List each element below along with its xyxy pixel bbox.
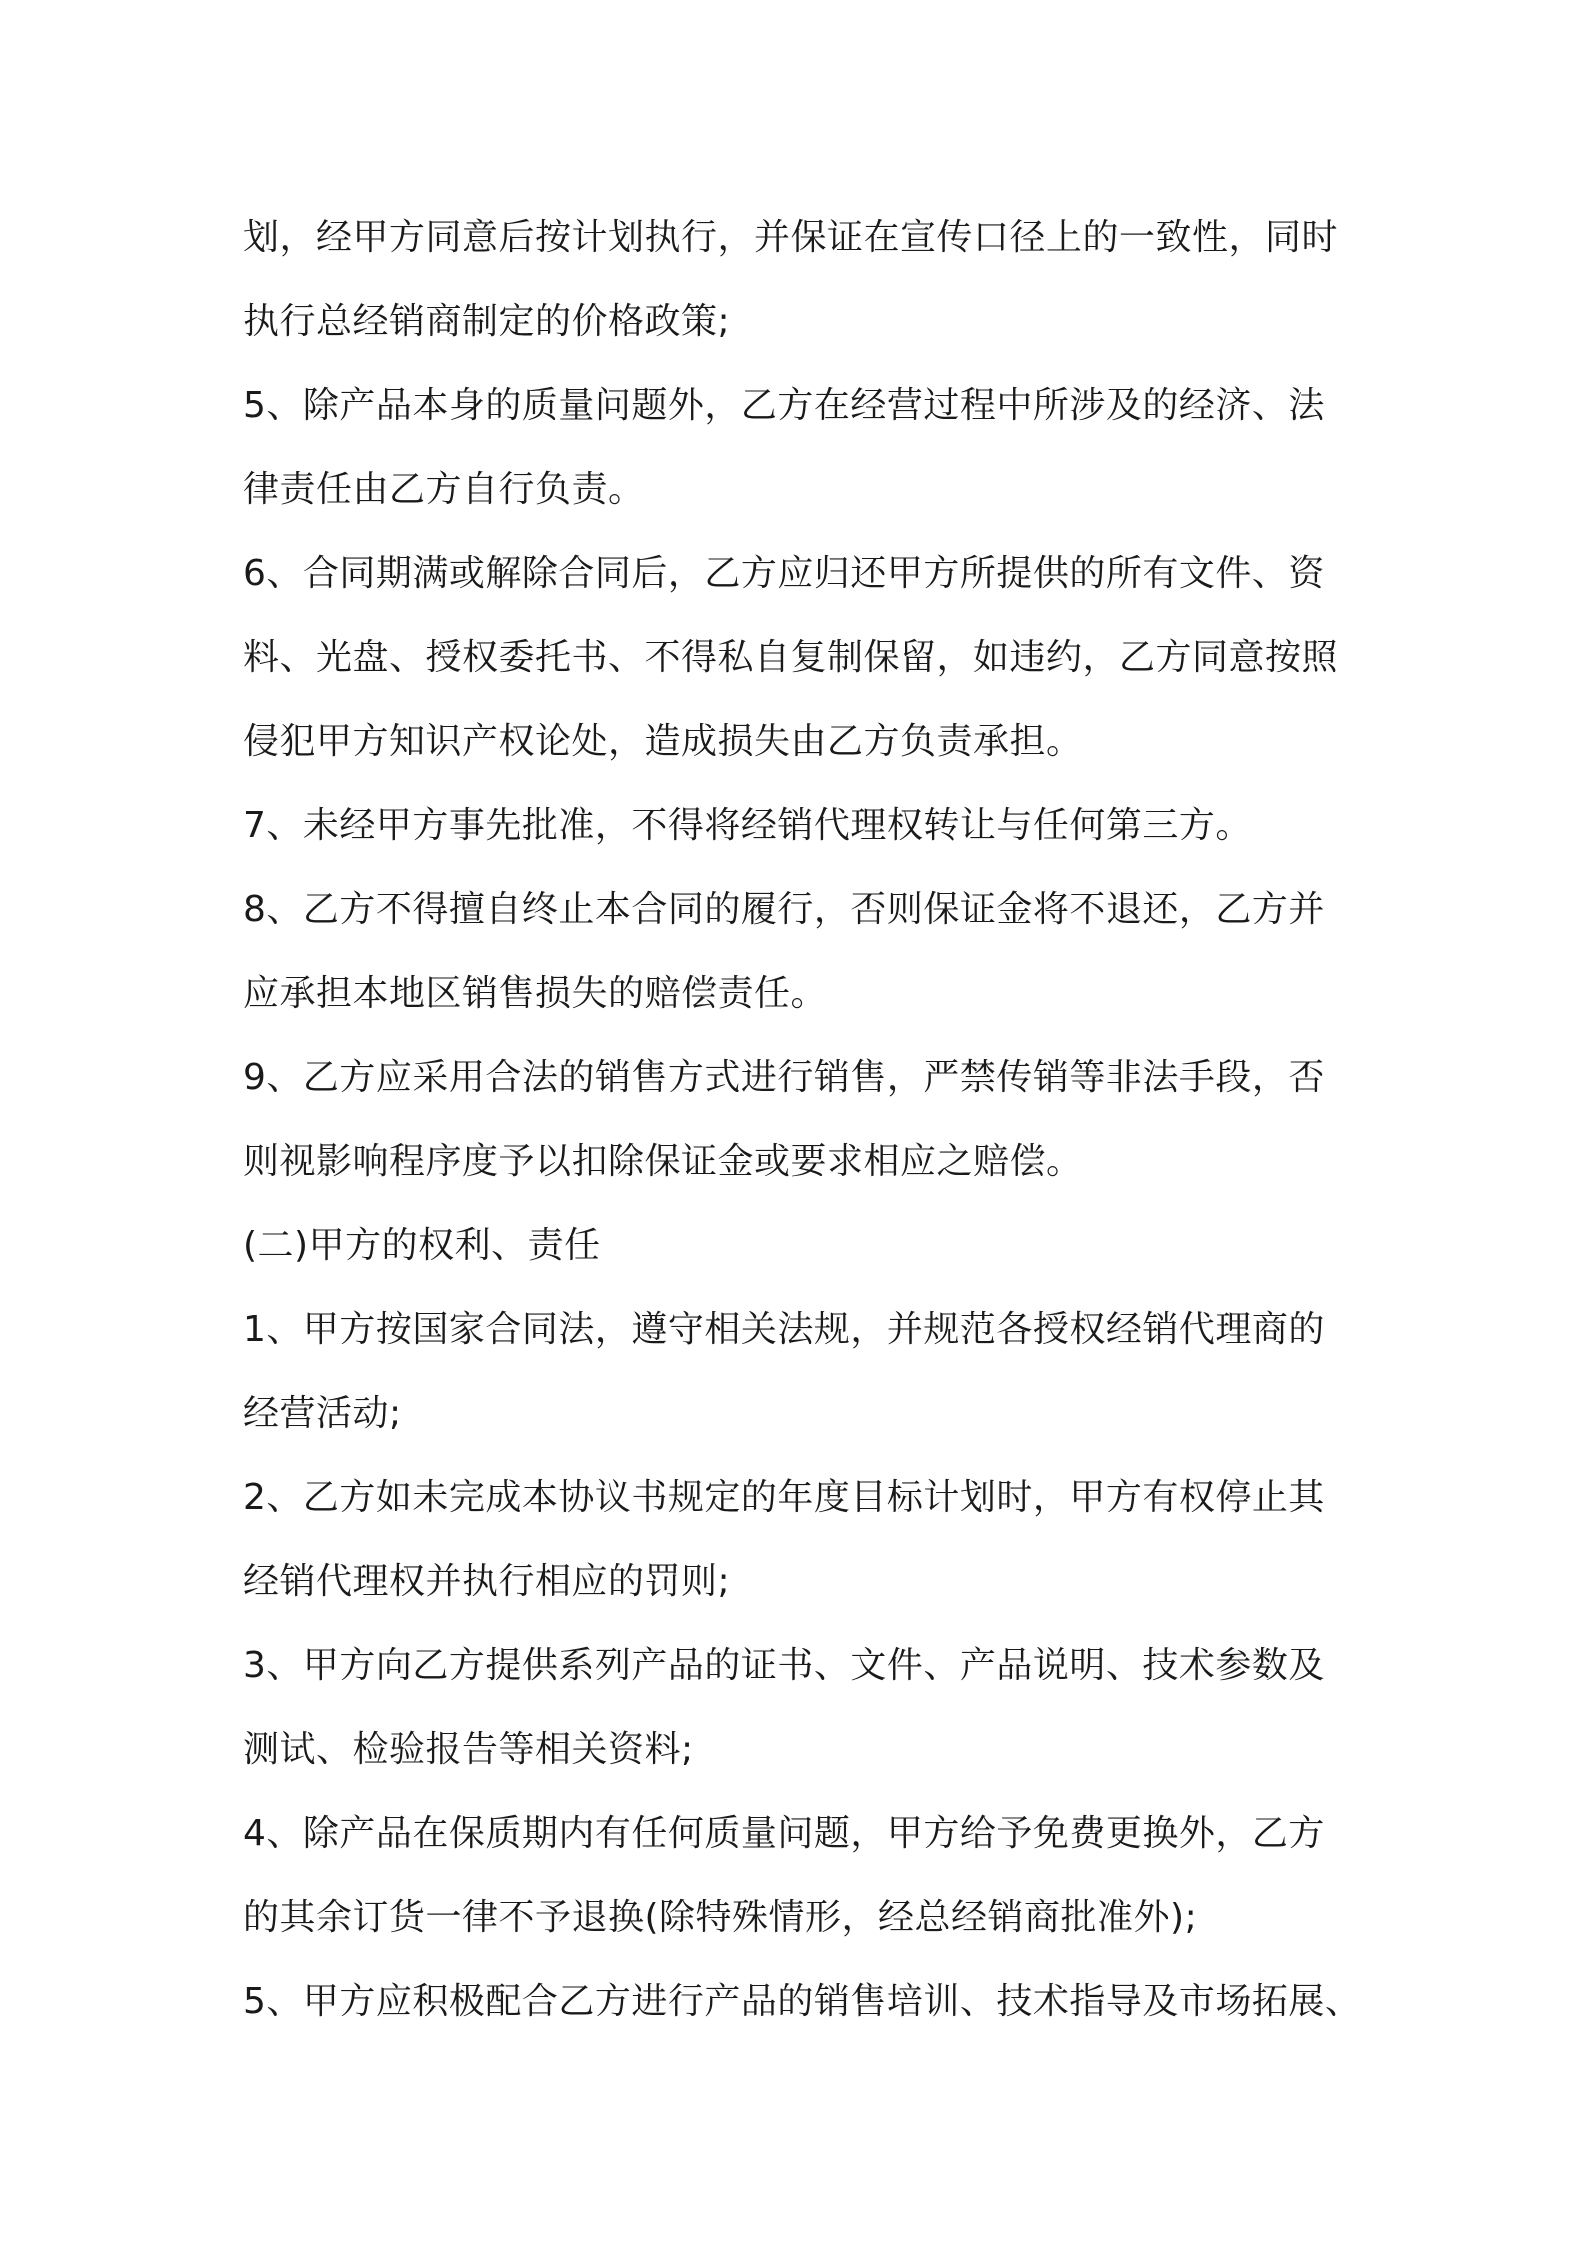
text-line: 1、甲方按国家合同法，遵守相关法规，并规范各授权经销代理商的 bbox=[243, 1309, 1325, 1350]
text-line: 8、乙方不得擅自终止本合同的履行，否则保证金将不退还，乙方并 bbox=[243, 889, 1325, 930]
text-line: 4、除产品在保质期内有任何质量问题，甲方给予免费更换外，乙方 bbox=[243, 1813, 1325, 1854]
text-line: 5、甲方应积极配合乙方进行产品的销售培训、技术指导及市场拓展、 bbox=[243, 1981, 1362, 2022]
text-line: 侵犯甲方知识产权论处，造成损失由乙方负责承担。 bbox=[243, 721, 1083, 762]
text-line: 应承担本地区销售损失的赔偿责任。 bbox=[243, 973, 828, 1014]
text-line: 料、光盘、授权委托书、不得私自复制保留，如违约，乙方同意按照 bbox=[243, 637, 1339, 678]
text-line: 执行总经销商制定的价格政策; bbox=[243, 301, 731, 342]
text-line: 经销代理权并执行相应的罚则; bbox=[243, 1561, 731, 1602]
text-line: 2、乙方如未完成本协议书规定的年度目标计划时，甲方有权停止其 bbox=[243, 1477, 1325, 1518]
text-line: 律责任由乙方自行负责。 bbox=[243, 469, 645, 510]
text-line: 7、未经甲方事先批准，不得将经销代理权转让与任何第三方。 bbox=[243, 805, 1252, 846]
text-line: 则视影响程序度予以扣除保证金或要求相应之赔偿。 bbox=[243, 1141, 1083, 1182]
text-line: 3、甲方向乙方提供系列产品的证书、文件、产品说明、技术参数及 bbox=[243, 1645, 1325, 1686]
text-line: 测试、检验报告等相关资料; bbox=[243, 1729, 694, 1770]
text-line: 5、除产品本身的质量问题外，乙方在经营过程中所涉及的经济、法 bbox=[243, 385, 1325, 426]
section-heading: (二)甲方的权利、责任 bbox=[243, 1225, 601, 1266]
text-line: 9、乙方应采用合法的销售方式进行销售，严禁传销等非法手段，否 bbox=[243, 1057, 1325, 1098]
contract-body-text bbox=[243, 196, 1383, 2044]
text-line: 6、合同期满或解除合同后，乙方应归还甲方所提供的所有文件、资 bbox=[243, 553, 1325, 594]
text-line: 经营活动; bbox=[243, 1393, 402, 1434]
text-line: 的其余订货一律不予退换(除特殊情形，经总经销商批准外); bbox=[243, 1897, 1198, 1938]
text-line: 划，经甲方同意后按计划执行，并保证在宣传口径上的一致性，同时 bbox=[243, 217, 1339, 258]
